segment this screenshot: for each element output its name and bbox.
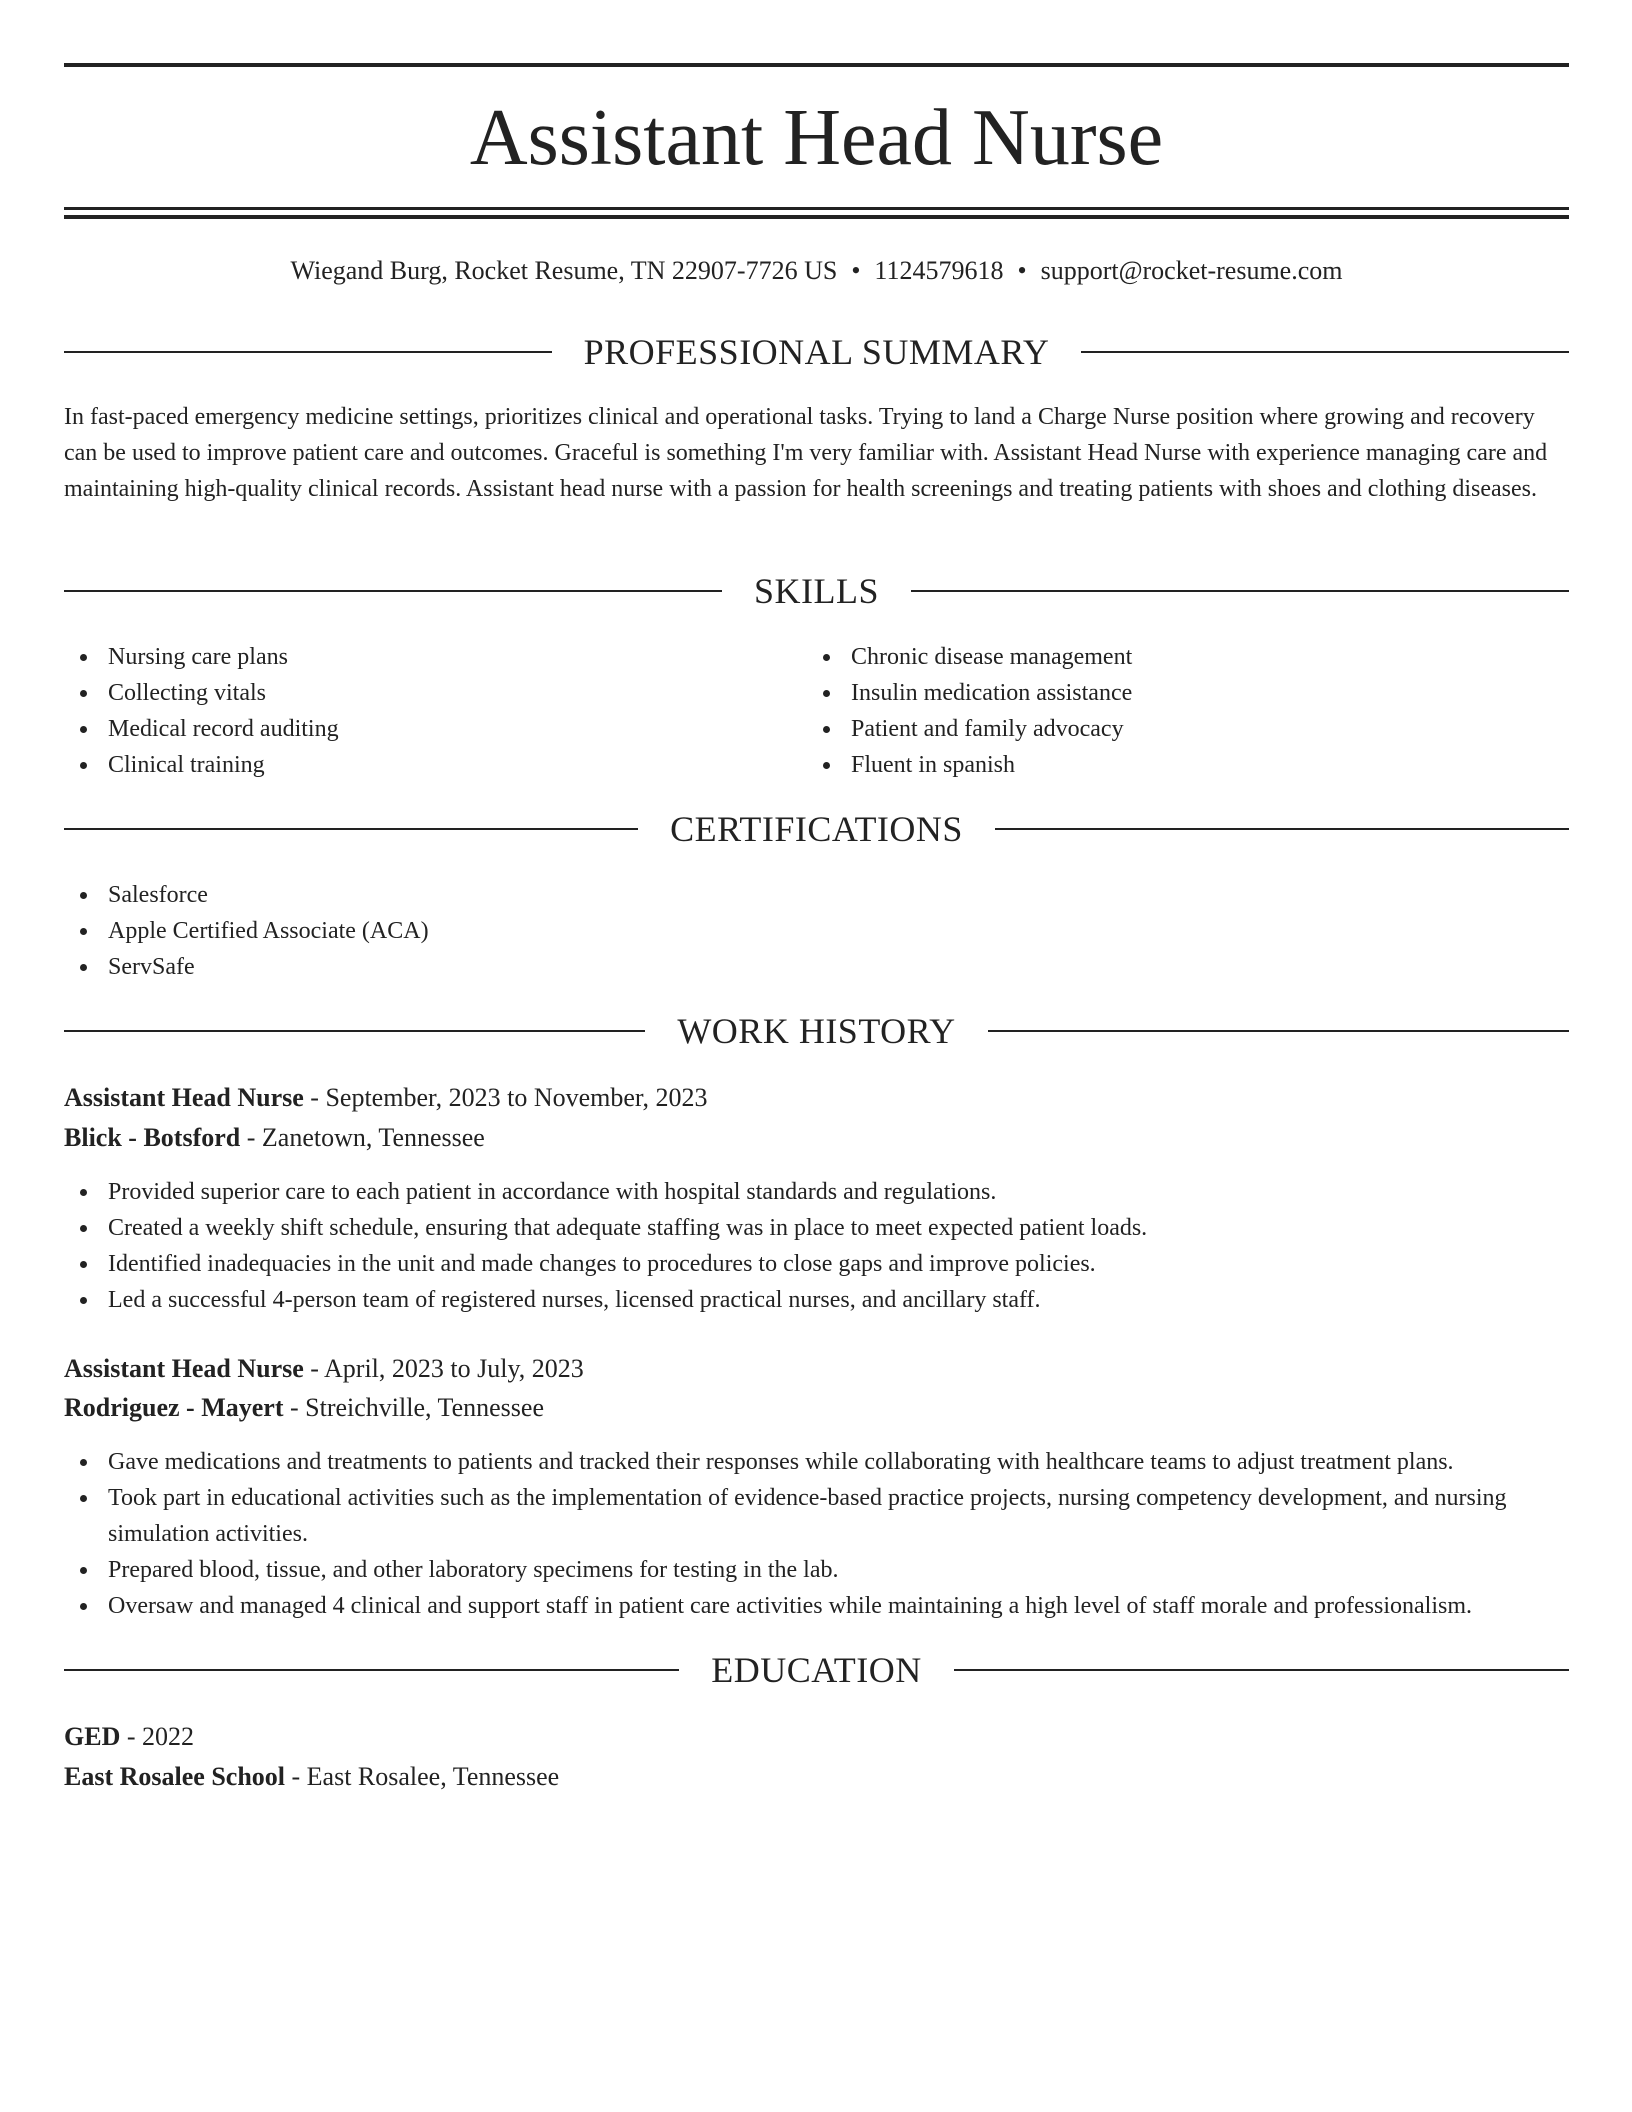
top-rule <box>64 63 1569 67</box>
job-company: Rodriguez - Mayert <box>64 1393 284 1422</box>
skill-item: Fluent in spanish <box>807 747 1567 783</box>
job-bullet: Identified inadequacies in the unit and made changes to procedures to close gaps and improve policies. <box>64 1246 1569 1282</box>
section-title-summary: PROFESSIONAL SUMMARY <box>583 332 1050 372</box>
section-title-certifications: CERTIFICATIONS <box>670 809 963 849</box>
heading-rule <box>64 1030 645 1032</box>
job-bullets <box>64 1174 1569 1318</box>
heading-rule <box>64 1669 679 1671</box>
section-heading-skills <box>64 569 1569 613</box>
skill-item: Nursing care plans <box>64 639 784 675</box>
section-title-education: EDUCATION <box>711 1650 922 1690</box>
job-bullet: Led a successful 4-person team of registered nurses, licensed practical nurses, and ancillary staff. <box>64 1282 1569 1318</box>
job-role: Assistant Head Nurse <box>64 1083 304 1112</box>
heading-rule <box>988 1030 1569 1032</box>
contact-line <box>64 254 1569 288</box>
skills-list-right <box>807 639 1567 783</box>
certification-item: Apple Certified Associate (ACA) <box>64 913 1569 949</box>
education-year: - 2022 <box>120 1722 195 1751</box>
education-degree: GED <box>64 1722 121 1751</box>
certifications-list <box>64 877 1569 985</box>
resume-title: Assistant Head Nurse <box>469 94 1164 182</box>
double-rule-lower <box>64 215 1569 219</box>
heading-rule <box>64 351 552 353</box>
job-dates: - September, 2023 to November, 2023 <box>303 1083 708 1112</box>
job-role-line <box>64 1080 708 1116</box>
education-location: - East Rosalee, Tennessee <box>285 1762 560 1791</box>
job-location: - Zanetown, Tennessee <box>240 1123 485 1152</box>
heading-rule <box>64 590 722 592</box>
double-rule-upper <box>64 207 1569 210</box>
skill-item: Patient and family advocacy <box>807 711 1567 747</box>
skill-item: Medical record auditing <box>64 711 784 747</box>
job-dates: - April, 2023 to July, 2023 <box>303 1354 584 1383</box>
job-location: - Streichville, Tennessee <box>283 1393 544 1422</box>
certification-item: Salesforce <box>64 877 1569 913</box>
heading-rule <box>64 828 638 830</box>
job-bullets <box>64 1444 1569 1624</box>
heading-rule <box>995 828 1569 830</box>
section-heading-summary <box>64 330 1569 374</box>
job-bullet: Oversaw and managed 4 clinical and support staff in patient care activities while maintaining a high level of staff morale and professionalism. <box>64 1588 1569 1624</box>
education-school-line <box>64 1759 559 1795</box>
contact-address: Wiegand Burg, Rocket Resume, TN 22907-7726 US <box>290 256 838 285</box>
job-role: Assistant Head Nurse <box>64 1354 304 1383</box>
job-bullet: Took part in educational activities such as the implementation of evidence-based practice projects, nursing competency development, and nursing simulation activities. <box>64 1480 1569 1552</box>
job-role-line <box>64 1351 584 1387</box>
section-heading-certifications <box>64 807 1569 851</box>
summary-text: In fast-paced emergency medicine settings, prioritizes clinical and operational tasks. Trying to land a Charge Nurse position where growing and recovery can be used to improve patient care and outcomes. Graceful is something I'm very familiar with. Assistant Head Nurse with experience managing care and maintaining high-quality clinical records. Assistant head nurse with a passion for health screenings and treating patients with shoes and clothing diseases. <box>64 404 1548 502</box>
contact-phone: 1124579618 <box>874 256 1004 285</box>
contact-separator: • <box>851 256 861 285</box>
contact-email: support@rocket-resume.com <box>1040 256 1343 285</box>
job-bullet: Gave medications and treatments to patients and tracked their responses while collaborating with healthcare teams to adjust treatment plans. <box>64 1444 1569 1480</box>
job-bullet: Created a weekly shift schedule, ensuring that adequate staffing was in place to meet expected patient loads. <box>64 1210 1569 1246</box>
skills-list-left <box>64 639 784 783</box>
skill-item: Collecting vitals <box>64 675 784 711</box>
heading-rule <box>1081 351 1569 353</box>
skill-item: Chronic disease management <box>807 639 1567 675</box>
job-bullet: Prepared blood, tissue, and other laboratory specimens for testing in the lab. <box>64 1552 1569 1588</box>
job-bullet: Provided superior care to each patient in accordance with hospital standards and regulations. <box>64 1174 1569 1210</box>
section-heading-work-history <box>64 1009 1569 1053</box>
skill-item: Clinical training <box>64 747 784 783</box>
certification-item: ServSafe <box>64 949 1569 985</box>
job-company-line <box>64 1120 485 1156</box>
education-school: East Rosalee School <box>64 1762 285 1791</box>
section-heading-education <box>64 1648 1569 1692</box>
section-title-work-history: WORK HISTORY <box>677 1011 956 1051</box>
contact-separator: • <box>1017 256 1027 285</box>
heading-rule <box>911 590 1569 592</box>
education-degree-line <box>64 1719 194 1755</box>
job-company-line <box>64 1390 544 1426</box>
heading-rule <box>954 1669 1569 1671</box>
job-company: Blick - Botsford <box>64 1123 241 1152</box>
section-title-skills: SKILLS <box>754 571 880 611</box>
skill-item: Insulin medication assistance <box>807 675 1567 711</box>
